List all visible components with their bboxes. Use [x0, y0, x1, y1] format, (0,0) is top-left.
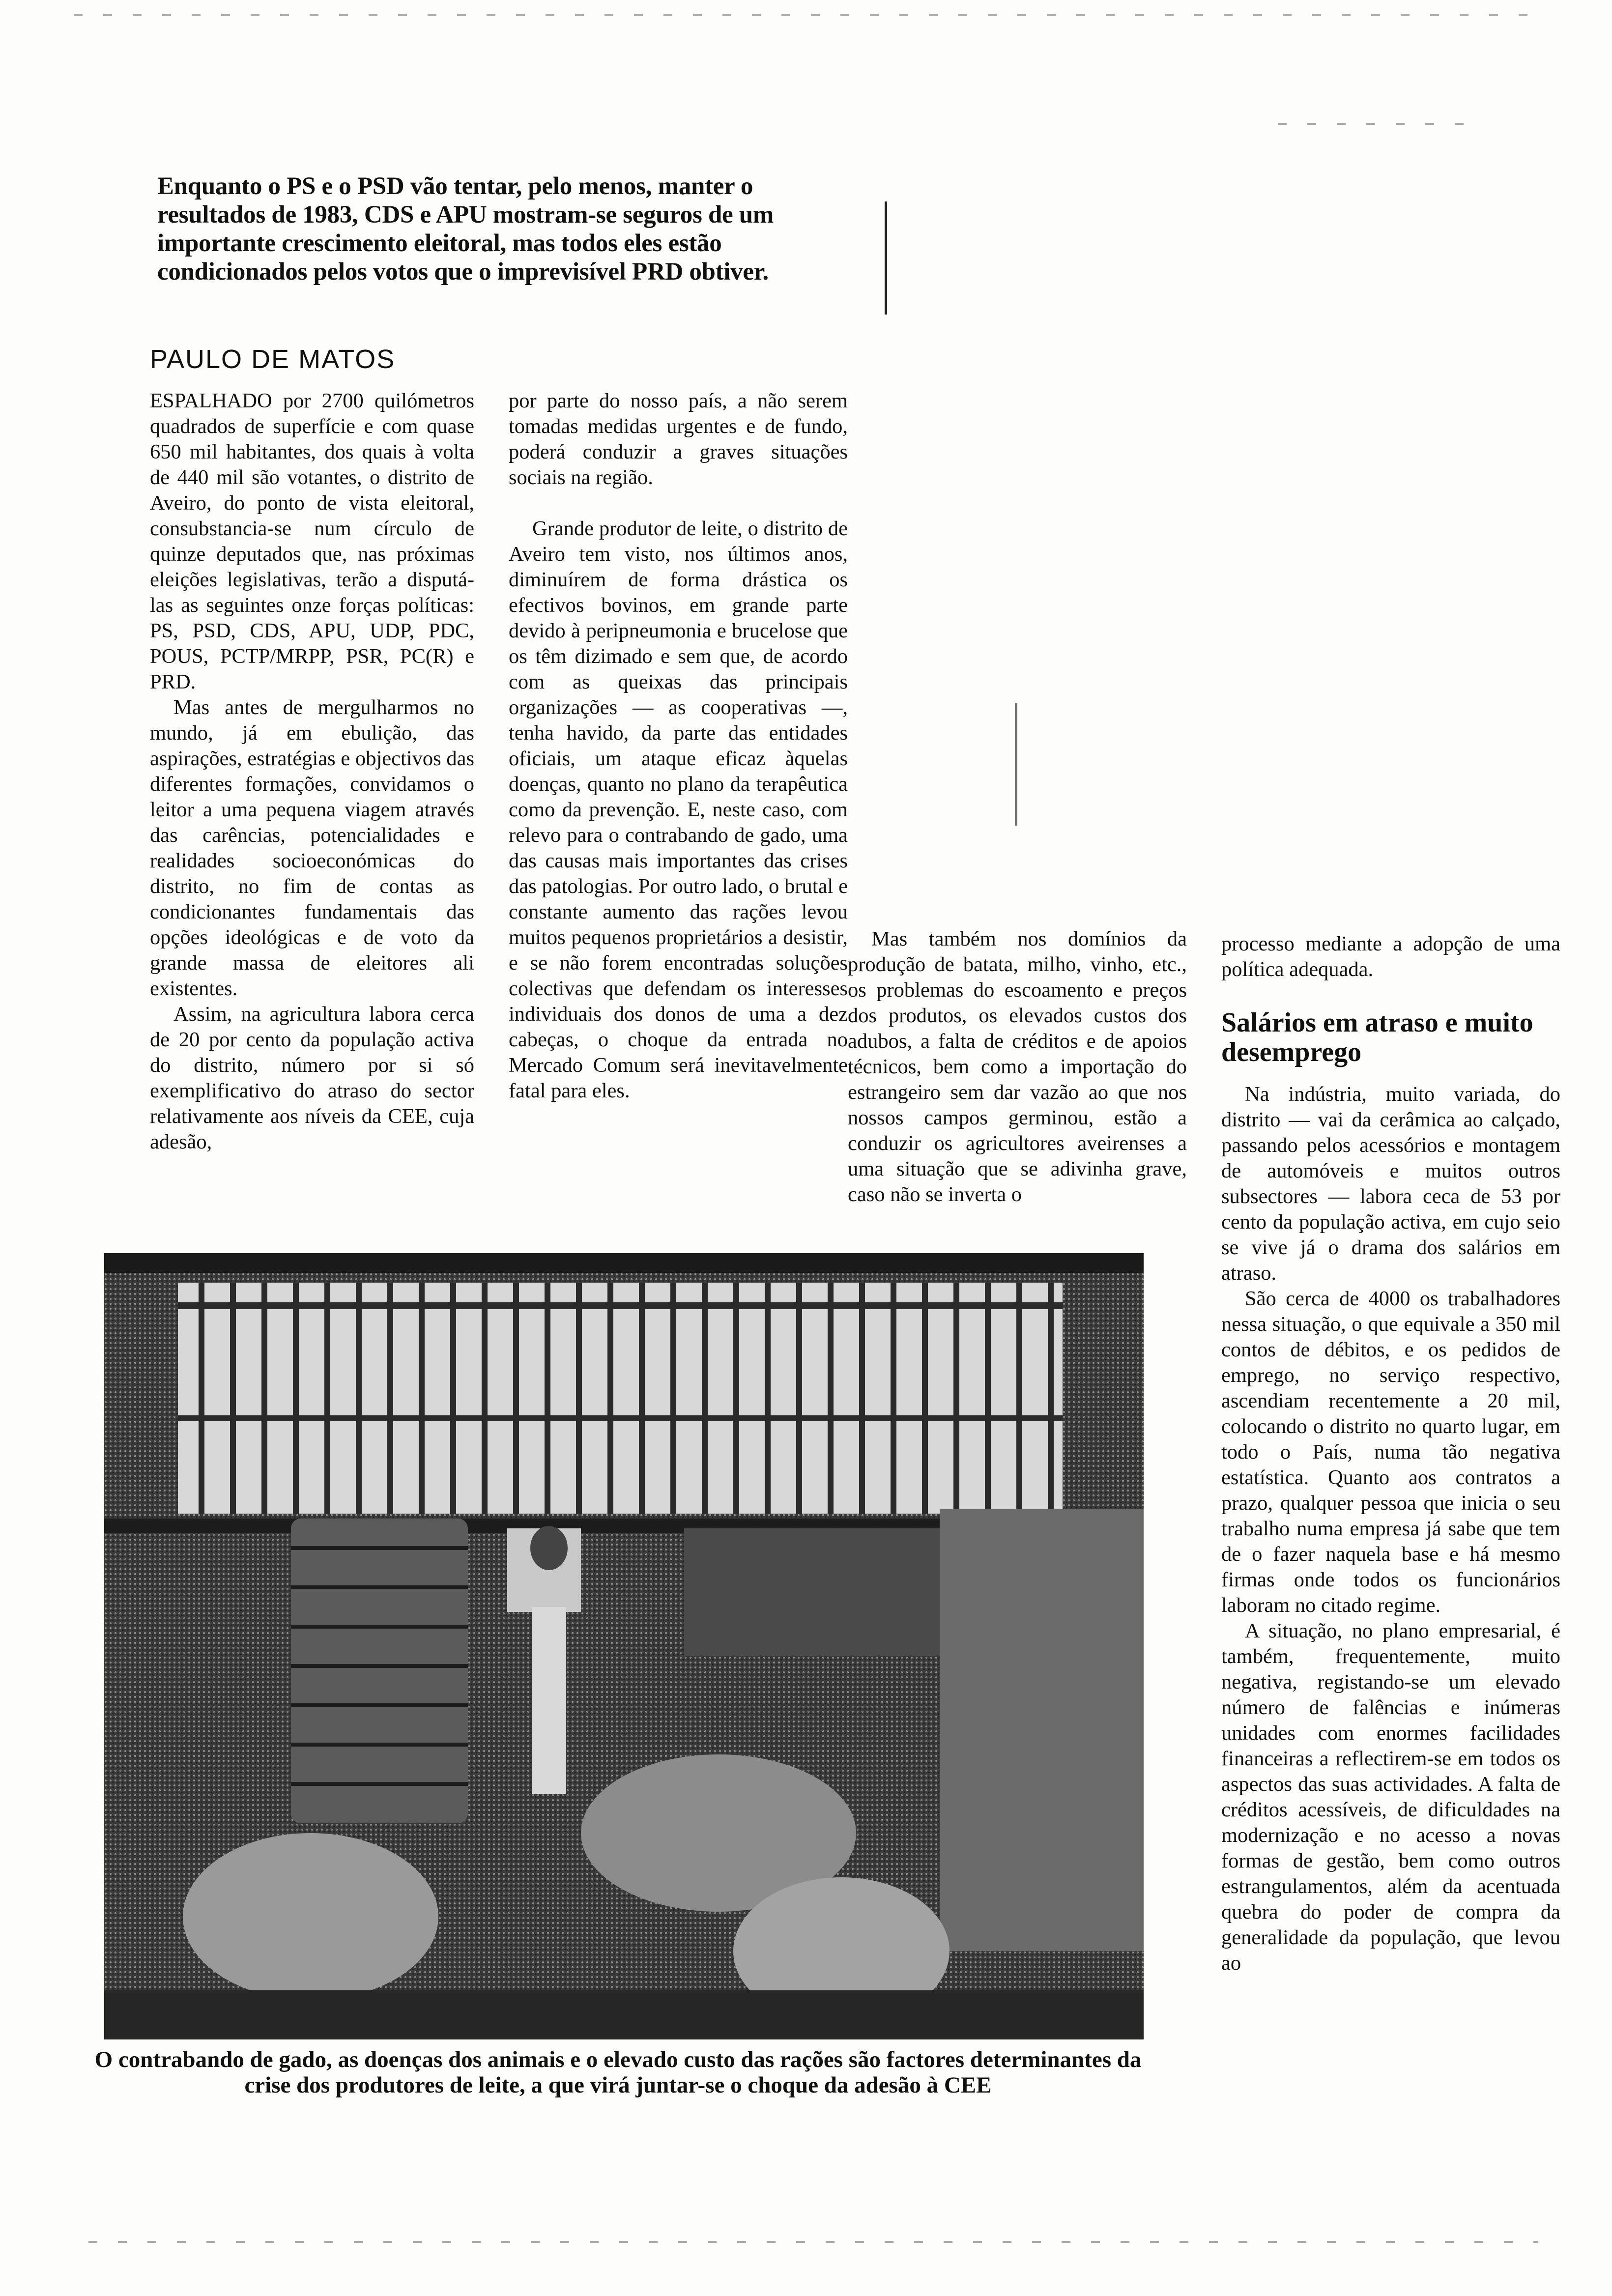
article-lead: Enquanto o PS e o PSD vão tentar, pelo menos, manter o resultados de 1983, CDS e APU mostram-se seguros de um importante crescimento eleitoral, mas todos eles estão condicionados pelos votos que o imprevisível PRD obtiver.: [157, 172, 774, 286]
paragraph: por parte do nosso país, a não serem tomadas medidas urgentes e de fundo, poderá conduzir a graves situações sociais na região.: [509, 389, 848, 489]
paragraph: Grande produtor de leite, o distrito de Aveiro tem visto, nos últimos anos, diminuírem de forma drástica os efectivos bovinos, em grande parte devido à peripneumonia e brucelose que os têm dizimado e sem que, de acordo com as queixas das principais organizações — as cooperativas —, tenha havido, da parte das entidades oficiais, um ataque eficaz àquelas doenças, quanto no plano da terapêutica como da prevenção. E, neste caso, com relevo para o contrabando de gado, uma das causas mais importantes das crises das patologias. Por outro lado, o brutal e constante aumento das rações levou muitos pequenos proprietários a desistir, e se não forem encontradas soluções colectivas que defendam os interesses individuais dos donos de uma a dez cabeças, o choque da entrada no Mercado Comum será inevitavelmente fatal para eles.: [509, 517, 848, 1102]
paragraph: Mas também nos domínios da produção de batata, milho, vinho, etc., os problemas do escoamento e preços dos produtos, os elevados custos dos adubos, a falta de créditos e de apoios técnicos, bem como a importação do estrangeiro sem dar vazão ao que nos nossos campos germinou, estão a conduzir os agricultores aveirenses a uma situação que se adivinha grave, caso não se inverta o: [848, 927, 1187, 1206]
dairy-workshop-photo: [104, 1253, 1144, 2039]
paragraph: A situação, no plano empresarial, é também, frequentemente, muito negativa, registando-se um elevado número de falências e inúmeras unidades com enormes facilidades financeiras a reflectirem-se em todos os aspectos das suas actividades. A falta de créditos acessíveis, de dificuldades na modernização e no acesso a novas formas de gestão, bem como outros estrangulamentos, além da acentuada quebra do poder de compra da generalidade da população, que levou ao: [1221, 1619, 1560, 1975]
paragraph: Assim, na agricultura labora cerca de 20 por cento da população activa do distrito, número por si só exemplificativo do atraso do sector relativamente aos níveis da CEE, cuja adesão,: [150, 1003, 474, 1153]
article-photo: [104, 1253, 1144, 2039]
paragraph: São cerca de 4000 os trabalhadores nessa situação, o que equivale a 350 mil contos de débitos, e os pedidos de emprego, no serviço respectivo, ascendiam recentemente a 20 mil, colocando o distrito no quarto lugar, em todo o País, numa tão negativa estatística. Quanto aos contratos a prazo, qualquer pessoa que inicia o seu trabalho numa empresa já sabe que tem de o fazer naquela base e há mesmo firmas onde todos os funcionários laboram no citado regime.: [1221, 1287, 1560, 1617]
column-2: [509, 388, 848, 1104]
column-1: [150, 388, 474, 1155]
scan-mark: [1015, 703, 1017, 826]
paragraph: ESPALHADO por 2700 quilómetros quadrados de superfície e com quase 650 mil habitantes, dos quais à volta de 440 mil são votantes, o distrito de Aveiro, do ponto de vista eleitoral, consubstancia-se num círculo de quinze deputados que, nas próximas eleições legislativas, terão a disputá-las as seguintes onze forças políticas: PS, PSD, CDS, APU, UDP, PDC, POUS, PCTP/MRPP, PSR, PC(R) e PRD.: [150, 389, 474, 693]
scan-artifact-right: [1278, 123, 1484, 125]
photo-caption: O contrabando de gado, as doenças dos animais e o elevado custo das rações são factores determinantes da crise dos produtores de leite, a que virá juntar-se o choque da adesão à CEE: [94, 2047, 1142, 2098]
scan-artifact-top: [74, 14, 1548, 16]
column-3: [848, 926, 1187, 1207]
paragraph: Na indústria, muito variada, do distrito — vai da cerâmica ao calçado, passando pelos acessórios e montagem de automóveis e muitos outros subsectores — labora ceca de 53 por cento da população activa, em cujo seio se vive já o drama dos salários em atraso.: [1221, 1083, 1560, 1285]
scan-artifact-bottom: [88, 2241, 1538, 2243]
section-subhead: Salários em atraso e muito desemprego: [1221, 1007, 1533, 1067]
paragraph: processo mediante a adopção de uma política adequada.: [1221, 932, 1560, 981]
column-4: [1221, 931, 1560, 1976]
paragraph: Mas antes de mergulharmos no mundo, já em ebulição, das aspirações, estratégias e objectivos das diferentes formações, convidamos o leitor a uma pequena viagem através das carências, potencialidades e realidades socioeconómicas do distrito, no fim de contas as condicionantes fundamentais das opções ideológicas e de voto da grande massa de eleitores ali existentes.: [150, 696, 474, 1000]
byline: PAULO DE MATOS: [150, 344, 396, 374]
lead-rule: [885, 201, 887, 315]
